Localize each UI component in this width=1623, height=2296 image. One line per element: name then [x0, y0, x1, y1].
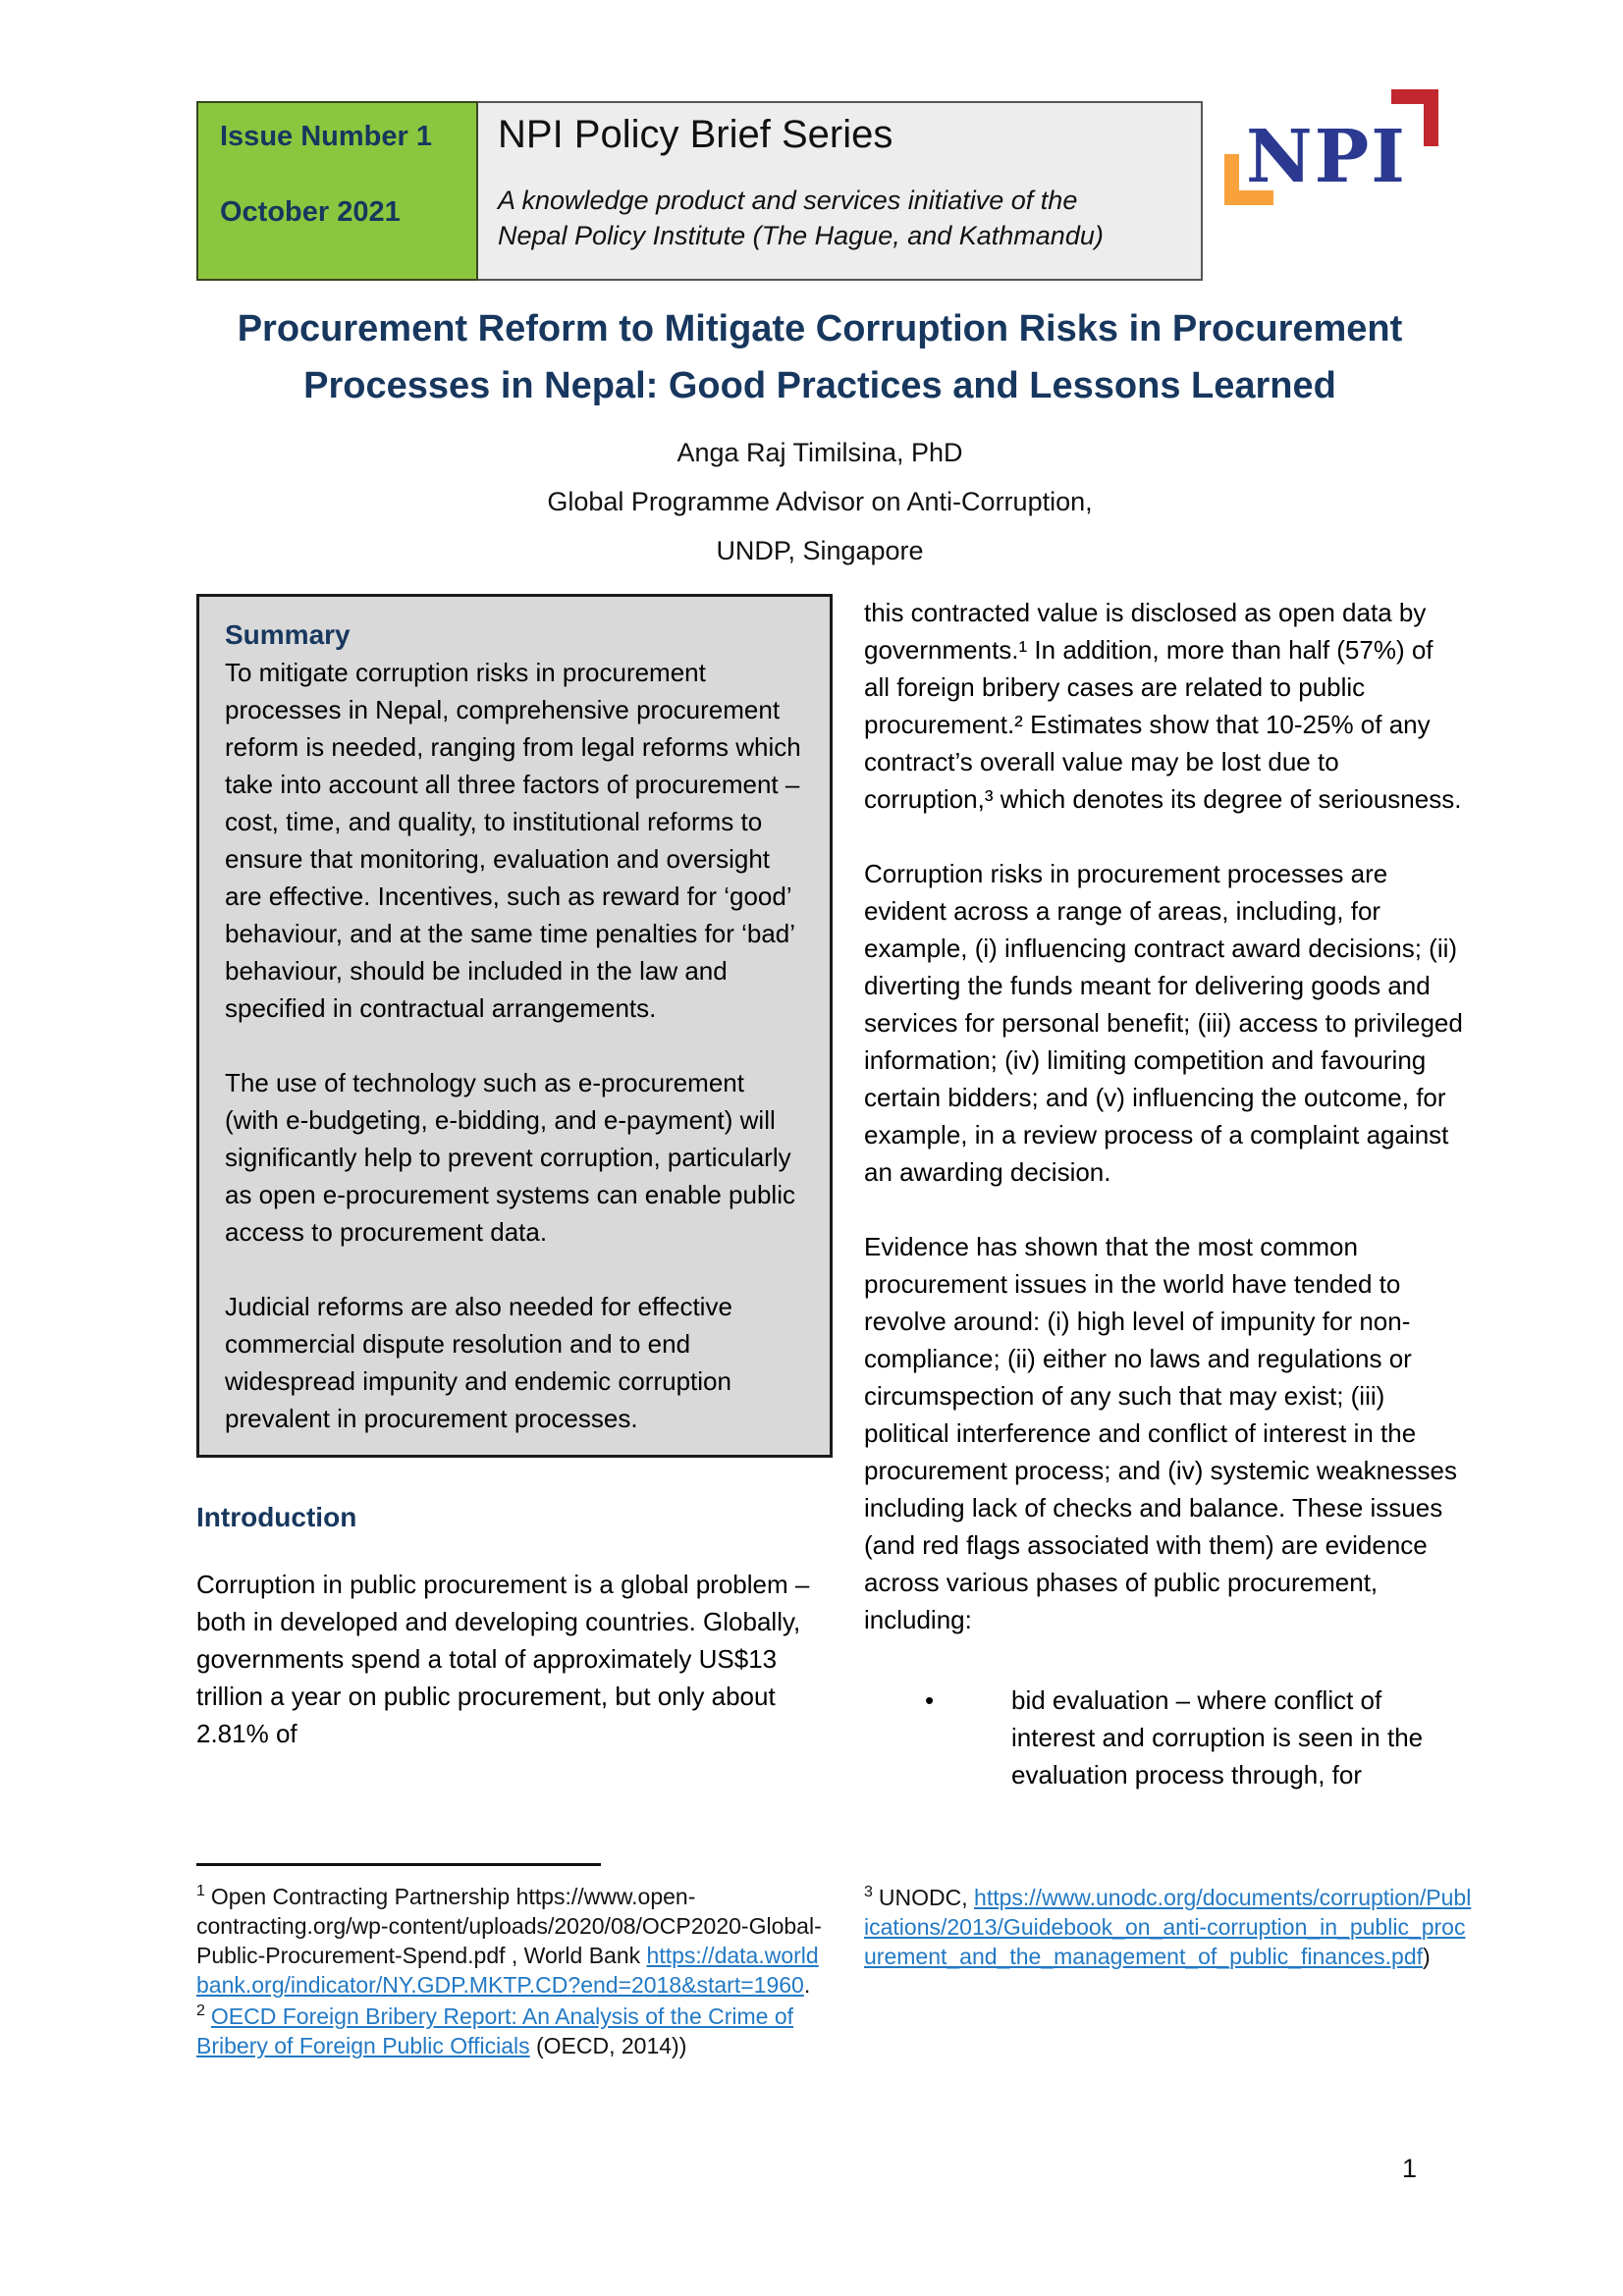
footnote-text: )	[1423, 1944, 1431, 1969]
introduction-paragraph: Corruption in public procurement is a global problem – both in developed and developing countries. Globally, governments spend a total of approximately US$13 trillion a year on public procurement, but only about 2.81% of	[196, 1570, 810, 1748]
footnote-marker: 2	[196, 2002, 205, 2020]
page-number: 1	[1402, 2154, 1418, 2183]
title-line-1: Procurement Reform to Mitigate Corruption Risks in Procurement	[237, 308, 1403, 349]
left-column	[196, 594, 833, 1752]
bullet-item: • bid evaluation – where conflict of interest and corruption is seen in the evaluation process through, for	[1011, 1682, 1465, 1793]
summary-heading: Summary	[225, 619, 351, 650]
summary-paragraph: To mitigate corruption risks in procurement processes in Nepal, comprehensive procurement reform is needed, ranging from legal reforms which take into account all three factors of procurement – cost, time, and quality, to institutional reforms to ensure that monitoring, evaluation and oversight are effective. Incentives, such as reward for ‘good’ behaviour, and at the same time penalties for ‘bad’ behaviour, should be included in the law and specified in contractual arrangements.	[225, 658, 801, 1023]
footnotes-left	[196, 1863, 825, 2060]
author-affiliation: UNDP, Singapore	[716, 536, 924, 565]
series-box	[478, 101, 1203, 281]
series-subtitle: A knowledge product and services initiative of the Nepal Policy Institute (The Hague, and Kathmandu)	[498, 186, 1104, 250]
body-paragraph: Corruption risks in procurement processes are evident across a range of areas, including, for example, (i) influencing contract award decisions; (ii) diverting the funds meant for delivering goods and services for personal benefit; (iii) access to privileged information; (iv) limiting competition and favouring certain bidders; and (v) influencing the outcome, for example, in a review process of a complaint against an awarding decision.	[864, 859, 1463, 1187]
summary-paragraph: Judicial reforms are also needed for effective commercial dispute resolution and to end widespread impunity and endemic corruption prevalent in procurement processes.	[225, 1292, 732, 1433]
footnote-3	[864, 1883, 1473, 1971]
footnote-2	[196, 2002, 825, 2060]
body-paragraph: this contracted value is disclosed as open data by governments.¹ In addition, more than half (57%) of all foreign bribery cases are related to public procurement.² Estimates show that 10-25% of any contract’s overall value may be lost due to corruption,³ which denotes its degree of seriousness.	[864, 598, 1462, 814]
bullet-list	[864, 1682, 1465, 1793]
summary-paragraph: The use of technology such as e-procurement (with e-budgeting, e-bidding, and e-payment) will significantly help to prevent corruption, particularly as open e-procurement systems can enable public access to procurement data.	[225, 1068, 795, 1247]
footnote-link[interactable]: https://data.worldbank.org/indicator/NY.GDP.MKTP.CD?end=2018&start=1960	[196, 1943, 819, 1998]
summary-box	[196, 594, 833, 1458]
document-title	[177, 300, 1463, 414]
body-paragraph: Evidence has shown that the most common procurement issues in the world have tended to revolve around: (i) high level of impunity for non-compliance; (ii) either no laws and regulations or circumspection of any such that may exist; (iii) political interference and conflict of interest in the procurement process; and (iv) systemic weaknesses including lack of checks and balance. These issues (and red flags associated with them) are evidence across various phases of public procurement, including:	[864, 1232, 1458, 1634]
header	[196, 101, 1440, 281]
footnote-link[interactable]: https://www.unodc.org/documents/corruption/Publications/2013/Guidebook_on_anti-corruption_in_public_procurement_and_the_management_of_public_finances.pdf	[864, 1885, 1472, 1969]
author-name: Anga Raj Timilsina, PhD	[676, 438, 963, 467]
issue-number: Issue Number 1	[220, 121, 432, 152]
footnote-text: Open Contracting Partnership https://www.open-contracting.org/wp-content/uploads/2020/08/OCP2020-Global-Public-Procurement-Spend.pdf , World Bank	[196, 1884, 822, 1968]
footnote-text: (OECD, 2014))	[529, 2033, 687, 2058]
footnote-link[interactable]: OECD Foreign Bribery Report: An Analysis of the Crime of Bribery of Foreign Public Officials	[196, 2003, 794, 2058]
footnote-text: UNODC,	[878, 1885, 975, 1910]
author-block	[177, 428, 1463, 575]
issue-date: October 2021	[220, 196, 401, 228]
introduction-heading: Introduction	[196, 1502, 357, 1532]
series-title: NPI Policy Brief Series	[498, 113, 893, 156]
footnote-text: .	[803, 1972, 811, 1998]
logo-text: NPI	[1246, 115, 1407, 199]
right-column	[864, 594, 1465, 1793]
footnotes-right	[864, 1883, 1473, 1971]
footnote-separator	[196, 1863, 601, 1866]
footnote-marker: 3	[864, 1884, 873, 1901]
issue-box	[196, 101, 478, 281]
title-line-2: Processes in Nepal: Good Practices and Lessons Learned	[303, 365, 1336, 406]
npi-logo	[1224, 89, 1440, 251]
footnote-marker: 1	[196, 1883, 205, 1900]
footnote-1	[196, 1882, 825, 2000]
author-role: Global Programme Advisor on Anti-Corruption,	[547, 487, 1093, 516]
